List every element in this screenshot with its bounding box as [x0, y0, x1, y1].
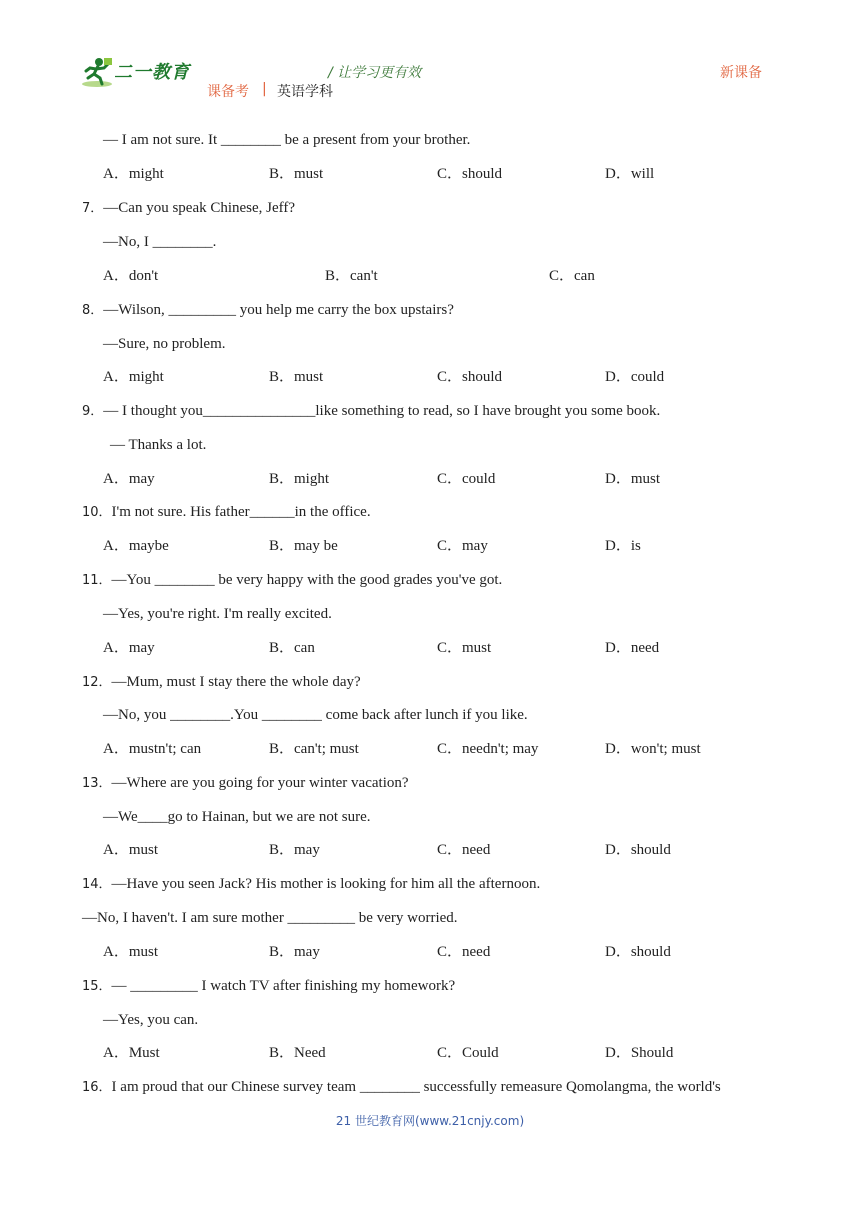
question-15	[82, 977, 455, 996]
question-12	[82, 673, 361, 692]
page-footer: 21 世纪教育网(www.21cnjy.com)	[335, 1114, 525, 1128]
answer-line: —We____go to Hainan, but we are not sure.	[103, 809, 371, 825]
option-b[interactable]: B．can't; must	[269, 741, 359, 757]
question-number: 12．	[82, 675, 112, 690]
question-number: 8．	[82, 303, 104, 318]
question-9	[82, 402, 660, 421]
header-separator: |	[262, 81, 267, 97]
question-7	[82, 199, 295, 218]
header-brand: 新课备	[720, 65, 762, 81]
question-text: — I thought you_______________like something to read, so I have brought you some book.	[103, 403, 661, 419]
question-text: — _________ I watch TV after finishing my homework?	[111, 978, 456, 994]
option-c[interactable]: C．need	[437, 842, 491, 858]
question-text: —Mum, must I stay there the whole day?	[111, 674, 361, 690]
question-10	[82, 503, 371, 522]
answer-line: —Sure, no problem.	[103, 336, 226, 352]
question-number: 9．	[82, 404, 104, 419]
question-text: —Can you speak Chinese, Jeff?	[103, 200, 296, 216]
option-c[interactable]: C．should	[437, 369, 503, 385]
answer-line: — I am not sure. It ________ be a present from your brother.	[103, 132, 471, 148]
header-slogan: / 让学习更有效	[328, 65, 422, 81]
question-text: —Have you seen Jack? His mother is looking for him all the afternoon.	[111, 876, 541, 892]
question-text: —Wilson, _________ you help me carry the box upstairs?	[103, 302, 454, 318]
option-a[interactable]: A．may	[103, 471, 155, 487]
answer-line: —Yes, you're right. I'm really excited.	[103, 606, 332, 622]
option-d[interactable]: D．must	[605, 471, 661, 487]
option-b[interactable]: B．must	[269, 166, 324, 182]
question-number: 13．	[82, 776, 112, 791]
question-number: 11．	[82, 573, 112, 588]
runner-logo-icon	[80, 56, 114, 90]
option-d[interactable]: D．should	[605, 944, 671, 960]
header-subject: 英语学科	[277, 84, 333, 100]
option-a[interactable]: A．must	[103, 944, 159, 960]
option-c[interactable]: C．needn't; may	[437, 741, 539, 757]
logo-text: 二一教育	[114, 62, 190, 83]
option-c[interactable]: C．can	[549, 268, 595, 284]
option-b[interactable]: B．may be	[269, 538, 338, 554]
question-text: I'm not sure. His father______in the office.	[111, 504, 371, 520]
option-d[interactable]: D．will	[605, 166, 655, 182]
question-14	[82, 875, 540, 894]
option-a[interactable]: A．might	[103, 166, 164, 182]
option-d[interactable]: D．won't; must	[605, 741, 701, 757]
question-number: 10．	[82, 505, 112, 520]
option-d[interactable]: D．is	[605, 538, 641, 554]
option-b[interactable]: B．can't	[325, 268, 378, 284]
answer-line: — Thanks a lot.	[110, 437, 207, 453]
option-d[interactable]: D．should	[605, 842, 671, 858]
question-text: I am proud that our Chinese survey team ________ successfully remeasure Qomolangma, the world's	[111, 1079, 721, 1095]
page-header	[0, 0, 860, 110]
question-11	[82, 571, 502, 590]
option-a[interactable]: A．maybe	[103, 538, 169, 554]
header-subtitle: 课备考	[207, 84, 249, 100]
option-c[interactable]: C．may	[437, 538, 488, 554]
question-13	[82, 774, 409, 793]
question-number: 14．	[82, 877, 112, 892]
question-number: 7．	[82, 201, 104, 216]
option-a[interactable]: A．mustn't; can	[103, 741, 202, 757]
question-text: —You ________ be very happy with the good grades you've got.	[111, 572, 503, 588]
answer-line: —No, I haven't. I am sure mother _________ be very worried.	[82, 910, 458, 926]
option-b[interactable]: B．might	[269, 471, 330, 487]
answer-line: —No, I ________.	[103, 234, 217, 250]
answer-line: —No, you ________.You ________ come back after lunch if you like.	[103, 707, 528, 723]
option-d[interactable]: D．need	[605, 640, 660, 656]
question-16	[82, 1078, 721, 1097]
option-c[interactable]: C．Could	[437, 1045, 499, 1061]
option-a[interactable]: A．must	[103, 842, 159, 858]
option-c[interactable]: C．should	[437, 166, 503, 182]
question-8	[82, 301, 454, 320]
option-b[interactable]: B．can	[269, 640, 315, 656]
option-a[interactable]: A．might	[103, 369, 164, 385]
option-b[interactable]: B．must	[269, 369, 324, 385]
question-number: 16．	[82, 1080, 112, 1095]
option-c[interactable]: C．need	[437, 944, 491, 960]
question-number: 15．	[82, 979, 112, 994]
option-b[interactable]: B．Need	[269, 1045, 326, 1061]
option-a[interactable]: A．don't	[103, 268, 159, 284]
option-b[interactable]: B．may	[269, 944, 320, 960]
option-c[interactable]: C．could	[437, 471, 496, 487]
option-a[interactable]: A．may	[103, 640, 155, 656]
answer-line: —Yes, you can.	[103, 1012, 199, 1028]
logo	[80, 56, 190, 90]
option-a[interactable]: A．Must	[103, 1045, 160, 1061]
option-c[interactable]: C．must	[437, 640, 492, 656]
question-text: —Where are you going for your winter vacation?	[111, 775, 409, 791]
option-d[interactable]: D．could	[605, 369, 665, 385]
option-b[interactable]: B．may	[269, 842, 320, 858]
option-d[interactable]: D．Should	[605, 1045, 674, 1061]
